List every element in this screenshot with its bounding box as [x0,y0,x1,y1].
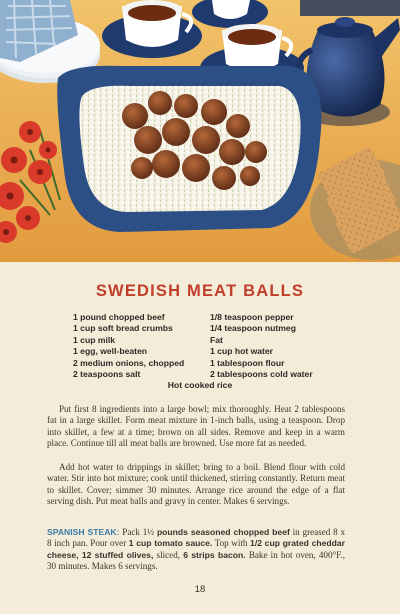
ingredient-item: 1 cup milk [73,334,116,345]
variant-ingredient: pounds seasoned chopped beef [156,527,290,537]
ingredient-item-final: Hot cooked rice [167,380,233,390]
ingredient-item: 2 tablespoons cold water [210,369,313,380]
ingredient-item: 1/8 teaspoon pepper [210,312,294,322]
variant-ingredient: 6 strips bacon. [183,549,246,560]
variant-recipe-paragraph [47,527,345,573]
ingredient-item: 1 cup hot water [210,346,274,357]
recipe-photo [0,0,400,262]
ingredient-item: 1 cup soft bread crumbs [73,323,173,334]
ingredient-item: 1/4 teaspoon nutmeg [210,323,296,334]
ingredients-right-column [210,312,313,380]
ingredient-item: Fat [210,334,223,345]
meatball-platter-illustration [57,66,321,232]
recipe-title: SWEDISH MEAT BALLS [95,282,305,300]
ingredients-left-column [73,312,184,380]
variant-text: sliced, [153,549,184,560]
directions-paragraph-2: Add hot water to drippings in skillet; bring to a boil. Blend flour with cold water. Stir into hot mixture; cook until thickened, stirring constantly. Return meat to skillet. Cover; simmer 30 minutes. Arrange rice around the edge of a flat serving dish. Put meat balls and gravy in center. Makes 6 servings. [47,462,345,507]
ingredient-item: 2 medium onions, chopped [73,357,185,368]
variant-text: Top with [212,538,251,549]
variant-ingredient: 1/2 cup grated cheddar cheese, 12 stuffed olives, [47,538,346,560]
variant-text: in greased 8 x 8 inch pan. Pour over [47,527,345,549]
page-number: 18 [194,584,206,595]
variant-text: Pack 1½ [119,527,157,537]
directions-paragraph-1: Put first 8 ingredients into a large bowl; mix thoroughly. Heat 2 tablespoons fat in a large skillet. Form meat mixture in 1-inch balls, using a teaspoon. Drop into skillet, a few at a time; brown on all sides. Remove and keep in a warm place. Continue till all meat balls are browned. Use more fat as needed. [47,404,345,449]
variant-text: Bake in hot oven, 400°F., 30 minutes. Makes 6 servings. [47,549,345,572]
variant-recipe-name: SPANISH STEAK: [47,527,120,537]
ingredient-item: 1 pound chopped beef [73,312,165,322]
variant-ingredient: 1 cup tomato sauce. [128,538,213,549]
ingredient-item: 1 tablespoon flour [210,357,285,368]
ingredient-item: 2 teaspoons salt [73,369,141,380]
ingredient-item: 1 egg, well-beaten [73,346,148,357]
